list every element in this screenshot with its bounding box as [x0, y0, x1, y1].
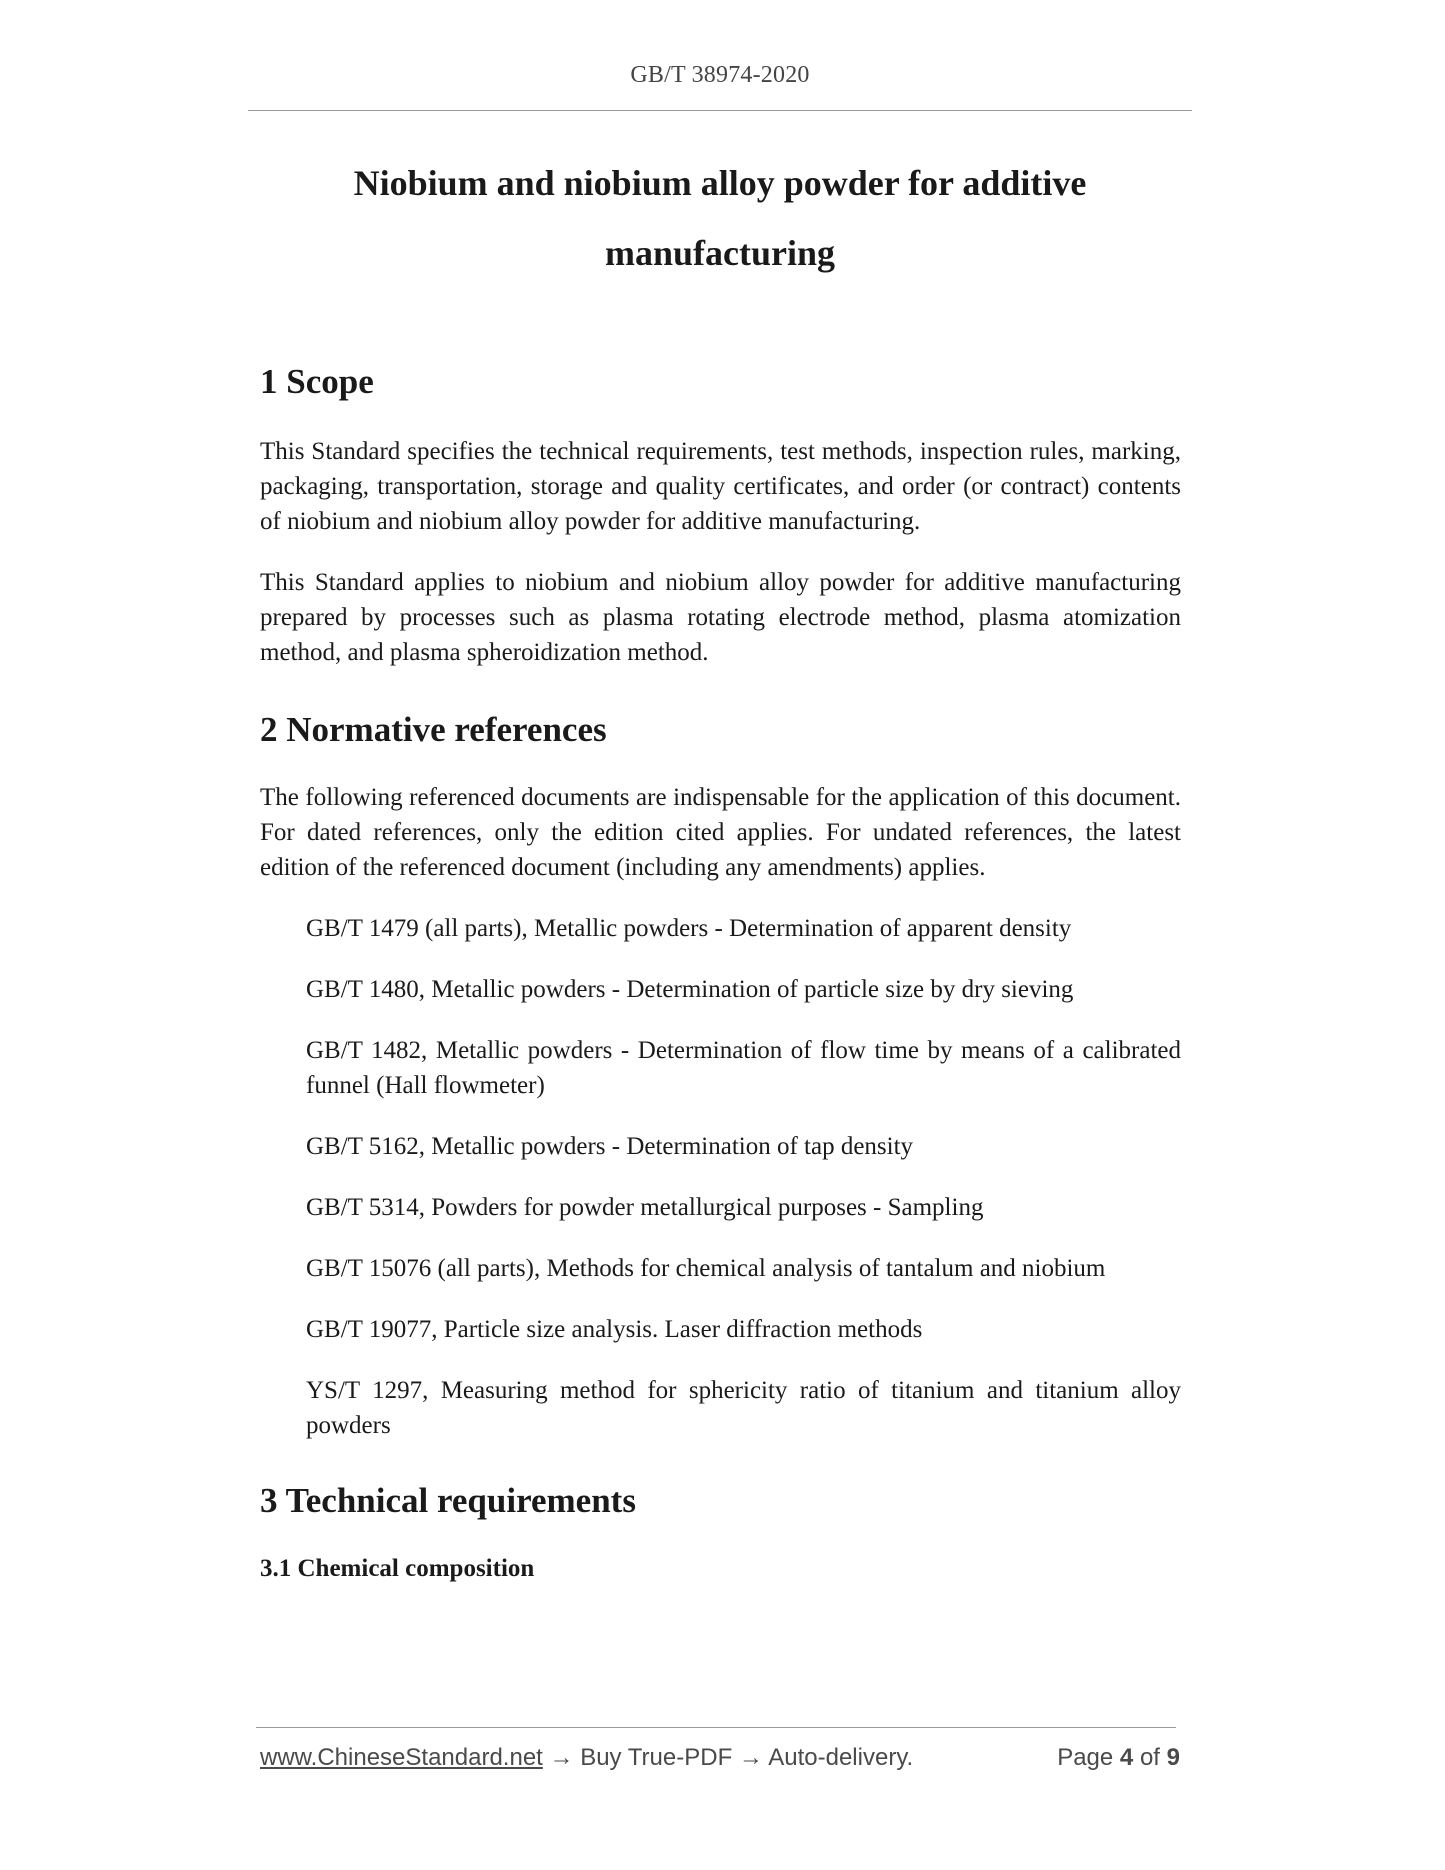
header-divider: [248, 110, 1192, 111]
reference-item: GB/T 15076 (all parts), Methods for chemical analysis of tantalum and niobium: [306, 1255, 1106, 1282]
reference-item: GB/T 1480, Metallic powders - Determination of particle size by dry sieving: [306, 976, 1074, 1003]
reference-item: GB/T 1479 (all parts), Metallic powders - Determination of apparent density: [306, 915, 1072, 942]
document-title: [248, 148, 1192, 288]
document-body: [260, 352, 1181, 1589]
reference-item: GB/T 5162, Metallic powders - Determination of tap density: [306, 1133, 914, 1160]
scope-paragraph-2: This Standard applies to niobium and niobium alloy powder for additive manufacturing prepared by processes such as plasma rotating electrode method, plasma atomization method, and plasma spheroidization method.: [260, 569, 1181, 666]
delivery-text: Auto-delivery.: [768, 1744, 914, 1771]
current-page: 4: [1119, 1744, 1134, 1771]
arrow-right-icon: →: [738, 1744, 763, 1771]
reference-item: GB/T 1482, Metallic powders - Determination of flow time by means of a calibrated funnel (Hall flowmeter): [306, 1037, 1181, 1099]
title-line-2: manufacturing: [604, 233, 835, 273]
footer-promo: [260, 1744, 913, 1772]
reference-item: GB/T 5314, Powders for powder metallurgical purposes - Sampling: [306, 1194, 984, 1221]
of-word: of: [1139, 1744, 1160, 1771]
page-number: [1057, 1744, 1180, 1772]
page-word: Page: [1057, 1744, 1114, 1771]
arrow-right-icon: →: [549, 1744, 574, 1771]
scope-paragraph-1: This Standard specifies the technical requirements, test methods, inspection rules, marking, packaging, transportation, storage and quality certificates, and order (or contract) contents of niobium and niobium alloy powder for additive manufacturing.: [260, 438, 1181, 535]
section-3-heading: 3 Technical requirements: [260, 1481, 636, 1520]
reference-list: [260, 911, 1181, 1443]
buy-text: Buy True-PDF: [580, 1744, 733, 1771]
footer-divider: [256, 1727, 1176, 1728]
references-intro: The following referenced documents are indispensable for the application of this document. For dated references, only the edition cited applies. For undated references, the latest edition of the referenced document (including any amendments) applies.: [260, 784, 1181, 881]
site-link[interactable]: www.ChineseStandard.net: [260, 1744, 543, 1771]
section-1-heading: 1 Scope: [260, 362, 374, 401]
total-pages: 9: [1166, 1744, 1180, 1771]
reference-item: YS/T 1297, Measuring method for sphericity ratio of titanium and titanium alloy powders: [306, 1377, 1181, 1439]
page-footer: [260, 1744, 1180, 1780]
reference-item: GB/T 19077, Particle size analysis. Laser diffraction methods: [306, 1316, 923, 1343]
subsection-3-1-heading: 3.1 Chemical composition: [260, 1555, 535, 1582]
title-line-1: Niobium and niobium alloy powder for additive: [353, 163, 1087, 203]
section-2-heading: 2 Normative references: [260, 710, 607, 749]
running-header: GB/T 38974-2020: [630, 62, 810, 88]
